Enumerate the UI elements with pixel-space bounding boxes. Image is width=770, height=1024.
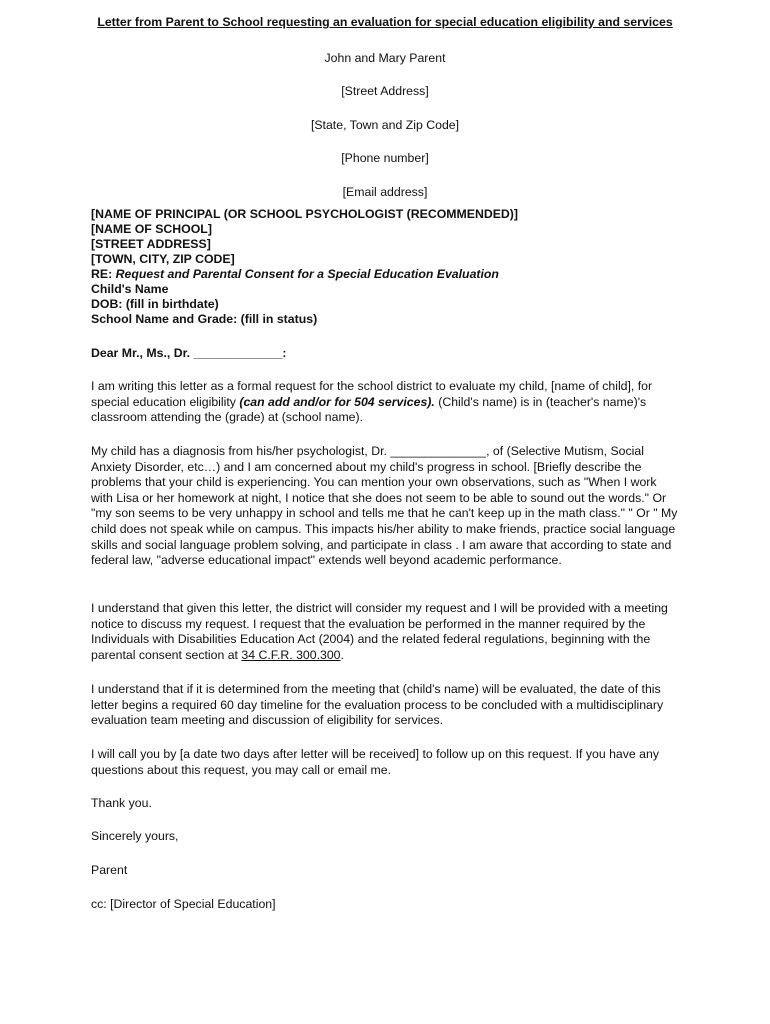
thank-you-line: Thank you. bbox=[91, 796, 152, 810]
re-label: RE: bbox=[91, 267, 116, 281]
signature-line: Parent bbox=[91, 863, 128, 877]
paragraph-timeline: I understand that if it is determined from the meeting that (child's name) will be evaluated, the date of this letter begins a required 60 day timeline for the evaluation process to be concluded with a multidisciplinary evaluation team meeting and discussion of eligibility for services. bbox=[91, 682, 664, 728]
recipient-block bbox=[91, 207, 691, 327]
cc-line: cc: [Director of Special Education] bbox=[91, 897, 276, 911]
recipient-city: [TOWN, CITY, ZIP CODE] bbox=[91, 252, 235, 266]
sender-street: [Street Address] bbox=[341, 84, 429, 98]
sender-email: [Email address] bbox=[342, 185, 428, 199]
recipient-name: [NAME OF PRINCIPAL (OR SCHOOL PSYCHOLOGIST (RECOMMENDED)] bbox=[91, 207, 518, 221]
p1-emphasis: (can add and/or for 504 services). bbox=[239, 394, 435, 409]
dob-line: DOB: (fill in birthdate) bbox=[91, 297, 219, 311]
letter-title: Letter from Parent to School requesting an evaluation for special education eligibility and services bbox=[97, 15, 673, 29]
p3-text-before: I understand that given this letter, the district will consider my request and I will be provided with a meeting notice to discuss my request. I request that the evaluation be performed in the manner required by the Individuals with Disabilities Education Act (2004) and the related federal regulations, beginning with the parental consent section at bbox=[91, 601, 668, 662]
child-name-line: Child's Name bbox=[91, 282, 169, 296]
p1-text-before: I am writing this letter as a formal request for the school district to evaluate my child, [name of child], for special education eligibility bbox=[91, 379, 653, 409]
re-line bbox=[91, 267, 691, 282]
sender-city: [State, Town and Zip Code] bbox=[310, 118, 460, 132]
closing-line: Sincerely yours, bbox=[91, 829, 179, 843]
school-grade-line: School Name and Grade: (fill in status) bbox=[91, 312, 318, 326]
cfr-link[interactable]: 34 C.F.R. 300.300 bbox=[241, 647, 341, 662]
p1-text-after: (Child's name) is in (teacher's name)'s classroom attending the (grade) at (school name). bbox=[91, 394, 647, 425]
p3-text-after: . bbox=[340, 647, 344, 662]
sender-names: John and Mary Parent bbox=[324, 51, 446, 65]
recipient-street: [STREET ADDRESS] bbox=[91, 237, 211, 251]
paragraph-request bbox=[91, 379, 681, 426]
paragraph-consent bbox=[91, 601, 681, 663]
salutation: Dear Mr., Ms., Dr. _____________: bbox=[91, 346, 287, 360]
paragraph-diagnosis: My child has a diagnosis from his/her psychologist, Dr. ______________, of (Selective Mutism, Social Anxiety Disorder, etc…) and I am concerned about my child's progress in school. [Briefly describe the problems that your child is experiencing. You can mention your own observations, such as "When I work with Lisa or her homework at night, I notice that she does not seem to be able to sound out the words." Or "my son seems to be very unhappy in school and tells me that he can't keep up in the math class." " Or " My child does not speak while on campus. This impacts his/her ability to make friends, practice social language skills and social language problem solving, and participate in class . I am aware that according to state and federal law, "adverse educational impact" extends well beyond academic performance. bbox=[91, 444, 678, 568]
paragraph-followup: I will call you by [a date two days after letter will be received] to follow up on this request. If you have any questions about this request, you may call or email me. bbox=[91, 747, 659, 777]
re-subject: Request and Parental Consent for a Special Education Evaluation bbox=[115, 267, 499, 281]
recipient-school: [NAME OF SCHOOL] bbox=[91, 222, 212, 236]
sender-phone: [Phone number] bbox=[341, 151, 429, 165]
